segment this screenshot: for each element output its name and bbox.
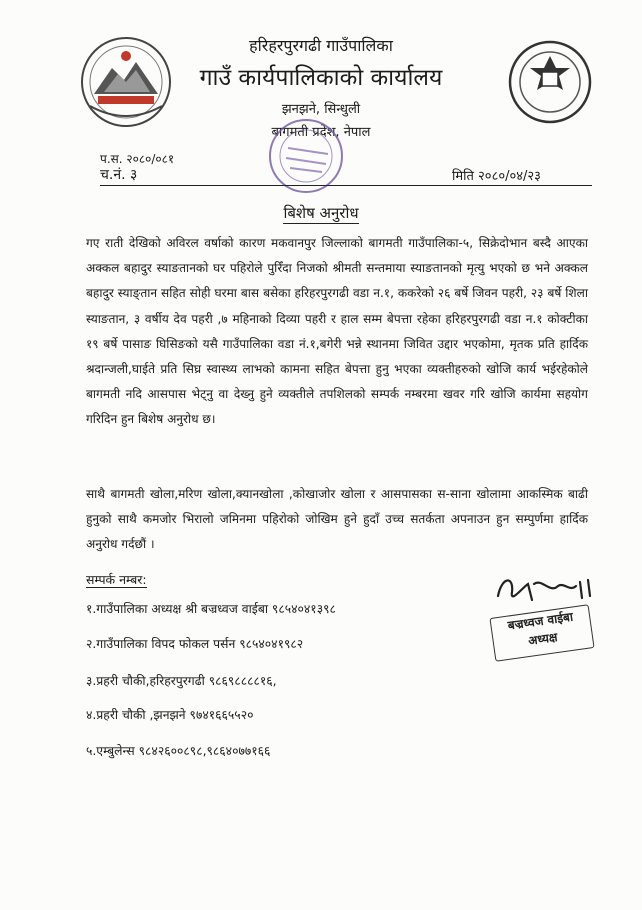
municipality-seal-icon bbox=[498, 38, 602, 126]
signatory-stamp bbox=[489, 604, 594, 661]
signatory-name: बज्रध्वज वाईबा bbox=[506, 609, 574, 633]
contact-item: २.गाउँपालिका विपद फोकल पर्सन ९८५४०४१९८२ bbox=[86, 637, 304, 651]
signatory-designation: अध्यक्ष bbox=[527, 629, 559, 648]
office-location: झनझने, सिन्धुली bbox=[281, 102, 361, 117]
contact-item: ४.प्रहरी चौकी ,झनझने ९७४१६६५५२० bbox=[86, 708, 254, 722]
contact-item: ५.एम्बुलेन्स ९८४२६००८९८,९८६४०७७१६६ bbox=[86, 744, 271, 758]
province-country: बागमती प्रदेश, नेपाल bbox=[271, 125, 371, 140]
contact-item: १.गाउँपालिका अध्यक्ष श्री बज्रध्वज वाईबा ९८५४०४१३९८ bbox=[86, 602, 336, 616]
contact-heading: सम्पर्क नम्बर: bbox=[86, 572, 147, 587]
contact-item: ३.प्रहरी चौकी,हरिहरपुरगढी ९८६९८८८८१६, bbox=[86, 674, 277, 688]
office-title: गाउँ कार्यपालिकाको कार्यालय bbox=[199, 65, 443, 91]
reference-number: प.स. २०८०/०८१ bbox=[100, 152, 175, 166]
body-paragraph-2: साथै बागमती खोला,मरिण खोला,क्यानखोला ,कोखाजोर खोला र आसपासका स-साना खोलामा आकस्मिक बाढी हुनुको साथै कमजोर भिरालो जमिनमा पहिरोको जोखिम हुने हुदाँ उच्च सतर्कता अपनाउन हुन सम्पुर्णमा हार्दिक अनुरोध गर्दछौं । bbox=[86, 487, 588, 552]
letter-subject: बिशेष अनुरोध bbox=[283, 204, 359, 222]
header-rule bbox=[100, 185, 592, 186]
municipality-name: हरिहरपुरगढी गाउँपालिका bbox=[249, 36, 393, 55]
letter-date: मिति २०८०/०४/२३ bbox=[452, 169, 541, 184]
body-paragraph-1: गए राती देखिको अविरल वर्षाको कारण मकवानपुर जिल्लाको बागमती गाउँपालिका-५, सिक्रेदोभान बस्दै आएका अक्कल बहादुर स्याङतानको घर पहिरोले पुरिँदा निजको श्रीमती सन्तमाया स्याङतानको मृत्यु भएको छ भने अक्कल बहादुर स्याङ्तान सहित सोही घरमा बास बसेका हरिहरपुरगढी वडा न.१, ककरेको २६ बर्षे जिवन पहरी, २३ बर्षे शिला स्याङतान, ३ वर्षीय देव पहरी ,७ महिनाको दिव्या पहरी र हाल सम्म बेपत्ता रहेका हरिहरपुरगढी वडा न.१ कोक्टीका १९ बर्षे पासाङ घिसिङको यसै गाउँपालिका वडा नं.१,बगेरी भन्ने स्थानमा जिवित उद्दार भएकोमा, मृतक प्रति हार्दिक श्रदान्जली,घाईते प्रति सिघ्र स्वास्थ्य लाभको कामना सहित बेपत्ता हुनु भएका व्यक्तीहरुको खोजि कार्य भईरहेकोले बागमती नदि आसपास भेट्नु वा देख्नु हुने व्यक्तीले तपशिलको सम्पर्क नम्बरमा खवर गरि खोजि कार्यमा सहयोग गरिदिन हुन बिशेष अनुरोध छ। bbox=[86, 236, 588, 427]
dispatch-number: च.नं. ३ bbox=[100, 167, 138, 183]
